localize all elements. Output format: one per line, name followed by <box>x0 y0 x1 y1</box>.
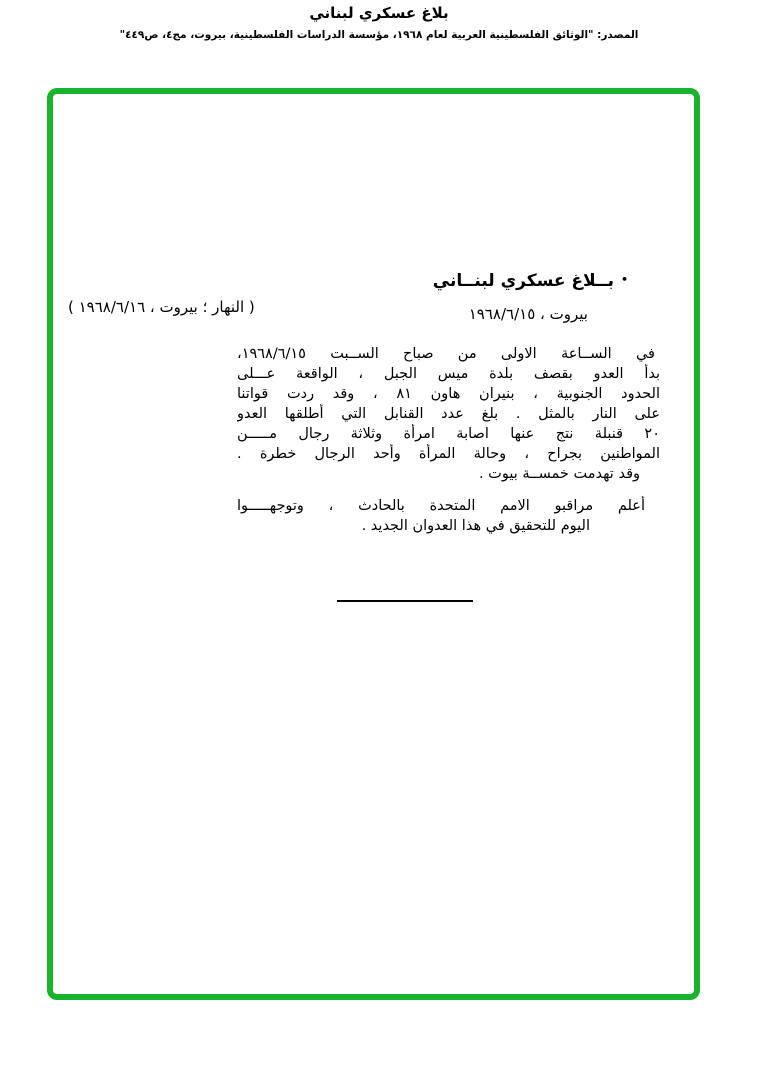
source-citation: المصدر: "الوثائق الفلسطينية العربية لعام ١٩٦٨، مؤسسة الدراسات الفلسطينية، بيروت، مج٤، ص٤٤٩" <box>119 29 639 41</box>
body-line: المواطنين بجراح ، وحالة المرأة وأحد الرجال خطرة . <box>237 446 660 462</box>
body-line: الحدود الجنوبية ، بنيران هاون ٨١ ، وقد ردت قواتنا <box>237 386 660 402</box>
communique-heading-text: بــلاغ عسكري لبنــاني <box>432 271 614 291</box>
end-divider-rule <box>337 600 473 602</box>
body-line: على النار بالمثل . بلغ عدد القنابل التي أطلقها العدو <box>237 406 660 422</box>
communique-dateline: بيروت ، ١٩٦٨/٦/١٥ <box>468 305 588 323</box>
communique-heading <box>433 268 628 293</box>
heading-bullet-icon: • <box>620 273 628 286</box>
body-line: ٢٠ قنبلة نتج عنها اصابة امرأة وثلاثة رجال مـــــن <box>237 426 660 442</box>
page-title: بلاغ عسكري لبناني <box>309 4 449 22</box>
newspaper-citation: ( النهار ؛ بيروت ، ١٩٦٨/٦/١٦ ) <box>68 298 255 316</box>
body-line: بدأ العدو بقصف بلدة ميس الجبل ، الواقعة عـــلى <box>237 366 660 382</box>
body-line: أعلم مراقبو الامم المتحدة بالحادث ، وتوجهـــــوا <box>237 498 645 514</box>
body-line: في الســاعة الاولى من صباح الســبت ١٩٦٨/٦/١٥، <box>237 346 655 362</box>
communique-body <box>237 344 660 536</box>
body-line: اليوم للتحقيق في هذا العدوان الجديد . <box>361 518 590 534</box>
body-line: وقد تهدمت خمســة بيوت . <box>478 466 640 482</box>
document-frame <box>47 88 700 1000</box>
